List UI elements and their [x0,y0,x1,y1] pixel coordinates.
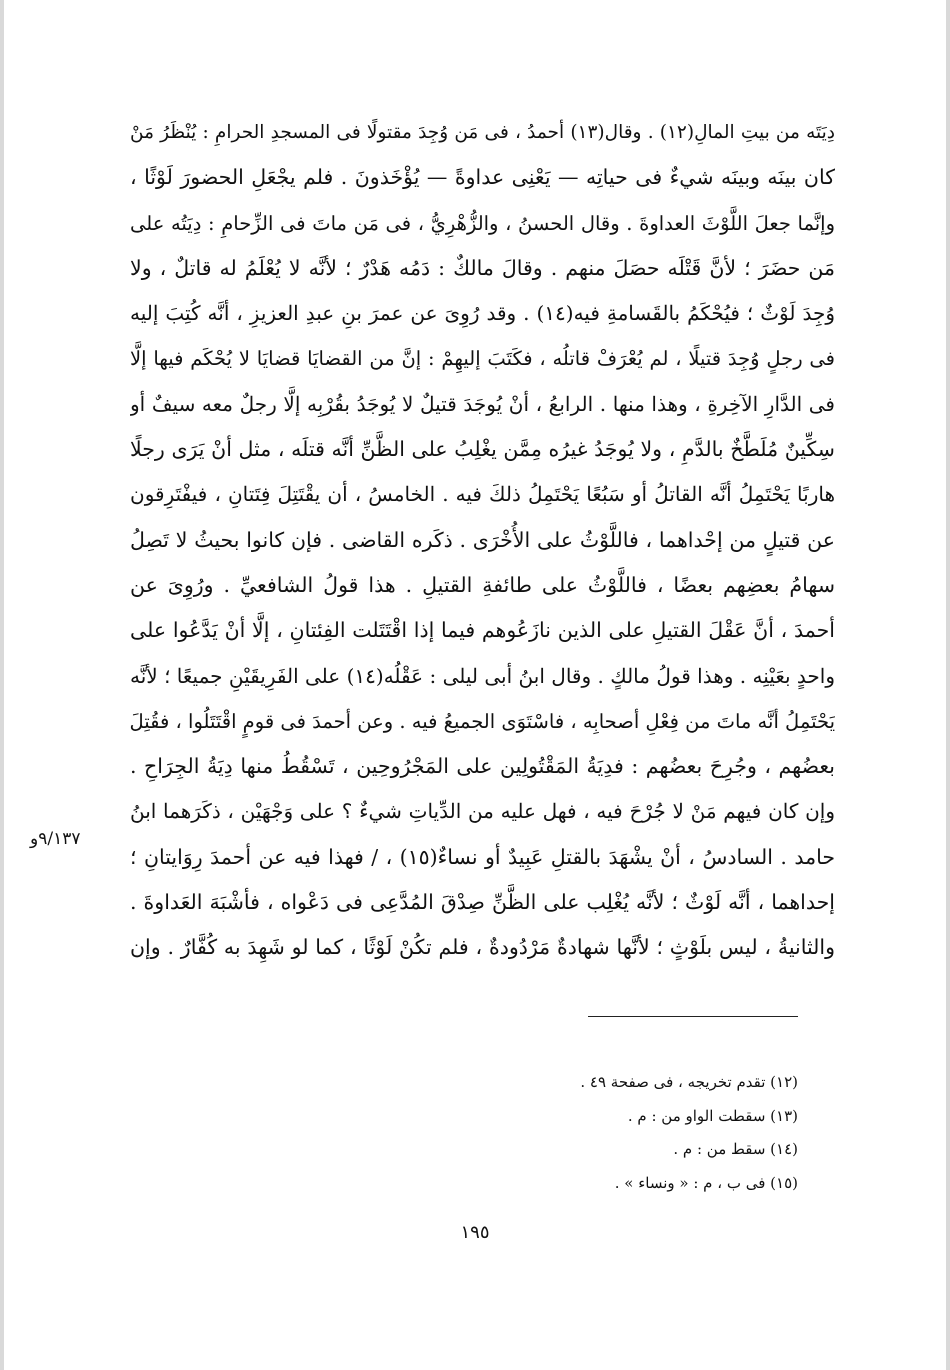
footnote-12: (١٢) تقدم تخريجه ، فى صفحة ٤٩ . [580,1073,798,1091]
text-line-12: أحمدَ ، أنَّ عَقْلَ القتيلِ على الذين نازَعُوهم فيما إذا اقْتَتَلت الفِئتانِ ، إلَّا أنْ يَدَّعُوا على [130,618,835,643]
text-line-1: دِيَتَه من بيتِ المالِ(١٢) . وقال(١٣) أحمدُ ، فى مَن وُجِدَ مقتولًا فى المسجدِ الحرامِ : يُنْظَرُ مَنْ [130,122,835,143]
main-text-block [130,110,835,971]
text-line-13: واحدٍ بعَيْنِه . وهذا قولُ مالكٍ . وقال ابنُ أبى ليلى : عَقْلُه(١٤) على الفَرِيقَيْنِ جميعًا ؛ لأنَّه [130,663,835,688]
text-line-11: سهامُ بعضِهم بعضًا ، فاللَّوْثُ على طائفةِ القتيلِ . هذا قولُ الشافعيِّ . ورُوِىَ عن [130,572,835,597]
text-line-2: كان بينَه وبينَه شيءٌ فى حياتِه — يَعْنِى عداوةً — يُؤْخَذونَ . فلم يجْعَلِ الحضورَ لَوْثًا ، [130,165,835,190]
text-line-14: يَحْتَمِلُ أنَّه ماتَ من فِعْلِ أصحابِه ، فاسْتَوَى الجميعُ فيه . وعن أحمدَ فى قومٍ اقْتَتَلُوا ، فقُتِلَ [130,709,835,733]
footnotes-block [400,1066,798,1200]
margin-manuscript-reference: ٩/١٣٧و [30,829,81,849]
text-line-17: حامد . السادسُ ، أنْ يشْهَدَ بالقتلِ عَبِيدٌ أو نساءٌ(١٥) ، / فهذا فيه عن أحمدَ رِوَايتانِ ؛ [130,844,835,869]
text-line-8: سِكِّينٌ مُلَطَّخٌ بالدَّمِ ، ولا يُوجَدُ غيرُه مِمَّن يغْلِبُ على الظَّنِّ أنَّه قتلَه ، مثل أنْ يَرَى رجلًا [130,437,835,462]
text-line-7: فى الدَّارِ الآخِرةِ ، وهذا منها . الرابعُ ، أنْ يُوجَدَ قتيلٌ لا يُوجَدُ بقُرْبِه إلَّا رجلٌ معه سيفٌ أو [130,391,835,416]
footnote-separator [588,1016,798,1017]
text-line-16: وإن كان فيهم مَنْ لا جُرْحَ فيه ، فهل عليه من الدِّياتِ شيءٌ ؟ على وَجْهَيْن ، ذكَرَهما ابنُ [130,799,835,824]
footnote-15: (١٥) فى ب ، م : « ونساء » . [614,1173,798,1192]
text-line-19: والثانيةُ ، ليس بلَوْثٍ ؛ لأنَّها شهادةٌ مَرْدُودةٌ ، فلم تكُنْ لَوْثًا ، كما لو شَهِدَ به كُفَّارٌ . وإن [130,935,835,960]
footnote-14: (١٤) سقط من : م . [673,1140,798,1158]
text-line-3: وإنَّما جعلَ اللَّوْثَ العداوةَ . وقال الحسنُ ، والزُّهْرِيُّ ، فى مَن ماتَ فى الزِّحامِ : دِيَتُه على [130,211,835,235]
text-line-9: هاربًا يَحْتَمِلُ أنَّه القاتلُ أو سَبُعًا يَحْتَمِلُ ذلكَ فيه . الخامسُ ، أن يقْتَتِلَ فِتَتانِ ، فيفْتَرِقون [130,482,835,507]
text-line-15: بعضُهم ، وجُرِحَ بعضُهم : فدِيَةُ المَقْتُولِين على المَجْرُوحِين ، تَسْقُطُ منها دِيَةُ الجِرَاحِ . [130,754,835,779]
footnote-13: (١٣) سقطت الواو من : م . [627,1106,798,1125]
text-line-5: وُجِدَ لَوْثٌ ؛ فيُحْكَمُ بالقَسامةِ فيه(١٤) . وقد رُوِىَ عن عمرَ بنِ عبدِ العزيزِ ، أنَّه كُتِبَ إليه [130,301,835,326]
text-line-4: مَن حضَرَ ؛ لأنَّ قَتْلَه حصَلَ منهم . وقالَ مالكٌ : دَمُه هَدْرٌ ؛ لأنَّه لا يُعْلَمُ له قاتلٌ ، ولا [130,255,835,280]
scan-edge-left [0,0,4,1370]
text-line-18: إحداهما ، أنَّه لَوْثٌ ؛ لأنَّه يُغْلِب على الظَّنِّ صِدْقَ المُدَّعِى فى دَعْواه ، فأشْبَهَ العَداوةَ . [130,890,835,915]
text-line-10: عن قتيلٍ من إحْداهما ، فاللَّوْثُ على الأُخْرَى . ذكَره القاضى . فإن كانوا بحيثُ لا تَصِلُ [130,527,835,552]
text-line-6: فى رجلٍ وُجِدَ قتيلًا ، لم يُعْرَفْ قاتلُه ، فكَتَبَ إليهِمْ : إنَّ من القضايَا قضايَا لا يُحْكَم فيها إلَّا [130,347,835,371]
page-number: ١٩٥ [460,1222,490,1243]
scan-edge-right [946,0,950,1370]
